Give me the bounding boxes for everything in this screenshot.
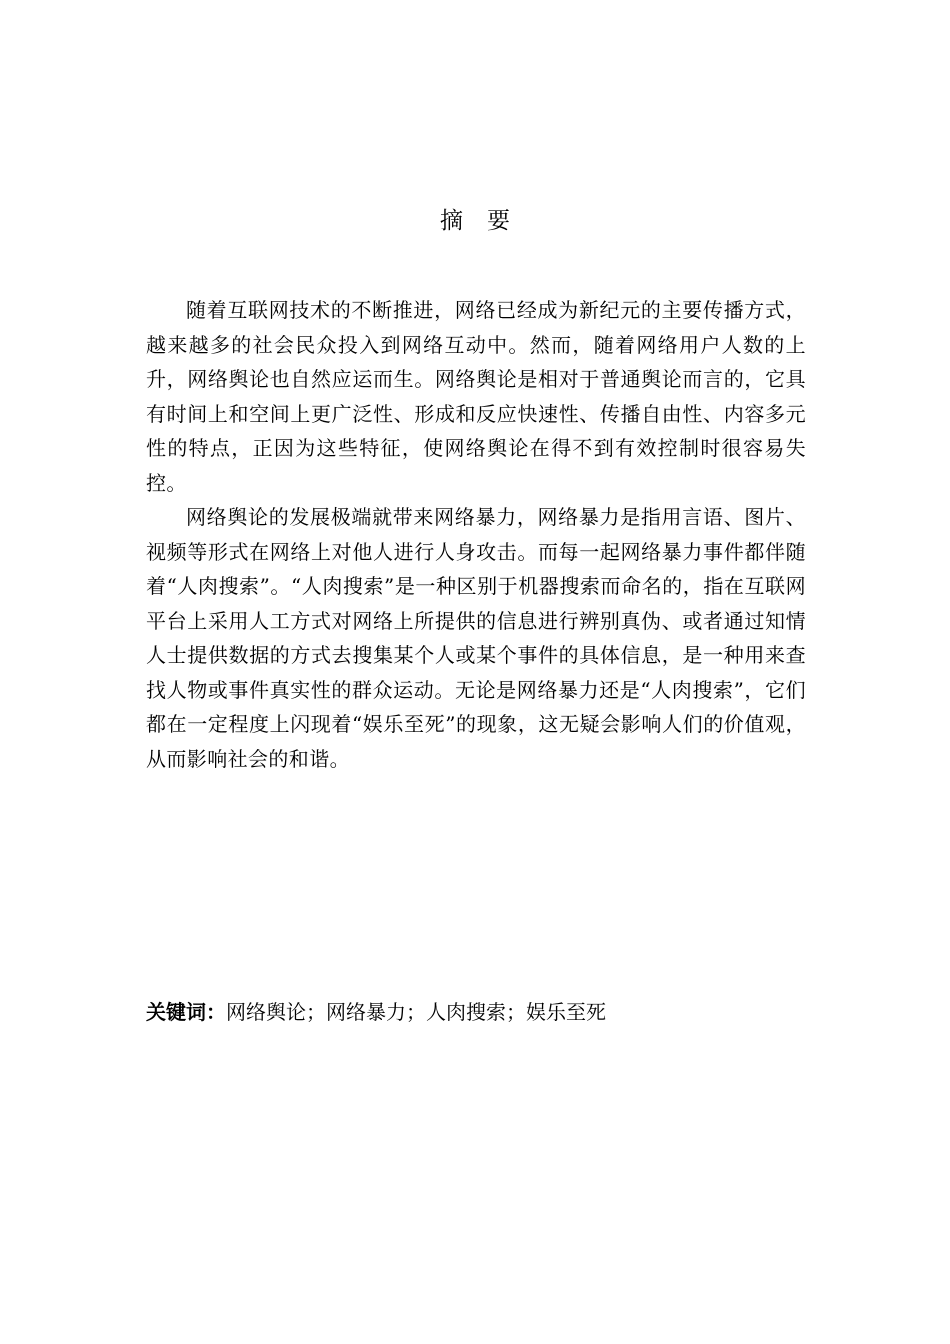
keywords-label: 关键词： — [146, 1000, 226, 1024]
abstract-body — [146, 293, 806, 776]
abstract-paragraph-1: 随着互联网技术的不断推进，网络已经成为新纪元的主要传播方式，越来越多的社会民众投入到网络互动中。然而，随着网络用户人数的上升，网络舆论也自然应运而生。网络舆论是相对于普通舆论而言的，它具有时间上和空间上更广泛性、形成和反应快速性、传播自由性、内容多元性的特点，正因为这些特征，使网络舆论在得不到有效控制时很容易失控。 — [146, 298, 806, 495]
keywords-line — [146, 995, 806, 1029]
abstract-title: 摘要 — [440, 208, 534, 234]
keywords-text: 网络舆论；网络暴力；人肉搜索；娱乐至死 — [226, 1000, 606, 1024]
abstract-paragraph-2: 网络舆论的发展极端就带来网络暴力，网络暴力是指用言语、图片、视频等形式在网络上对他人进行人身攻击。而每一起网络暴力事件都伴随着“人肉搜索”。“人肉搜索”是一种区别于机器搜索而命名的，指在互联网平台上采用人工方式对网络上所提供的信息进行辨别真伪、或者通过知情人士提供数据的方式去搜集某个人或某个事件的具体信息，是一种用来查找人物或事件真实性的群众运动。无论是网络暴力还是“人肉搜索”，它们都在一定程度上闪现着“娱乐至死”的现象，这无疑会影响人们的价值观，从而影响社会的和谐。 — [146, 505, 806, 771]
